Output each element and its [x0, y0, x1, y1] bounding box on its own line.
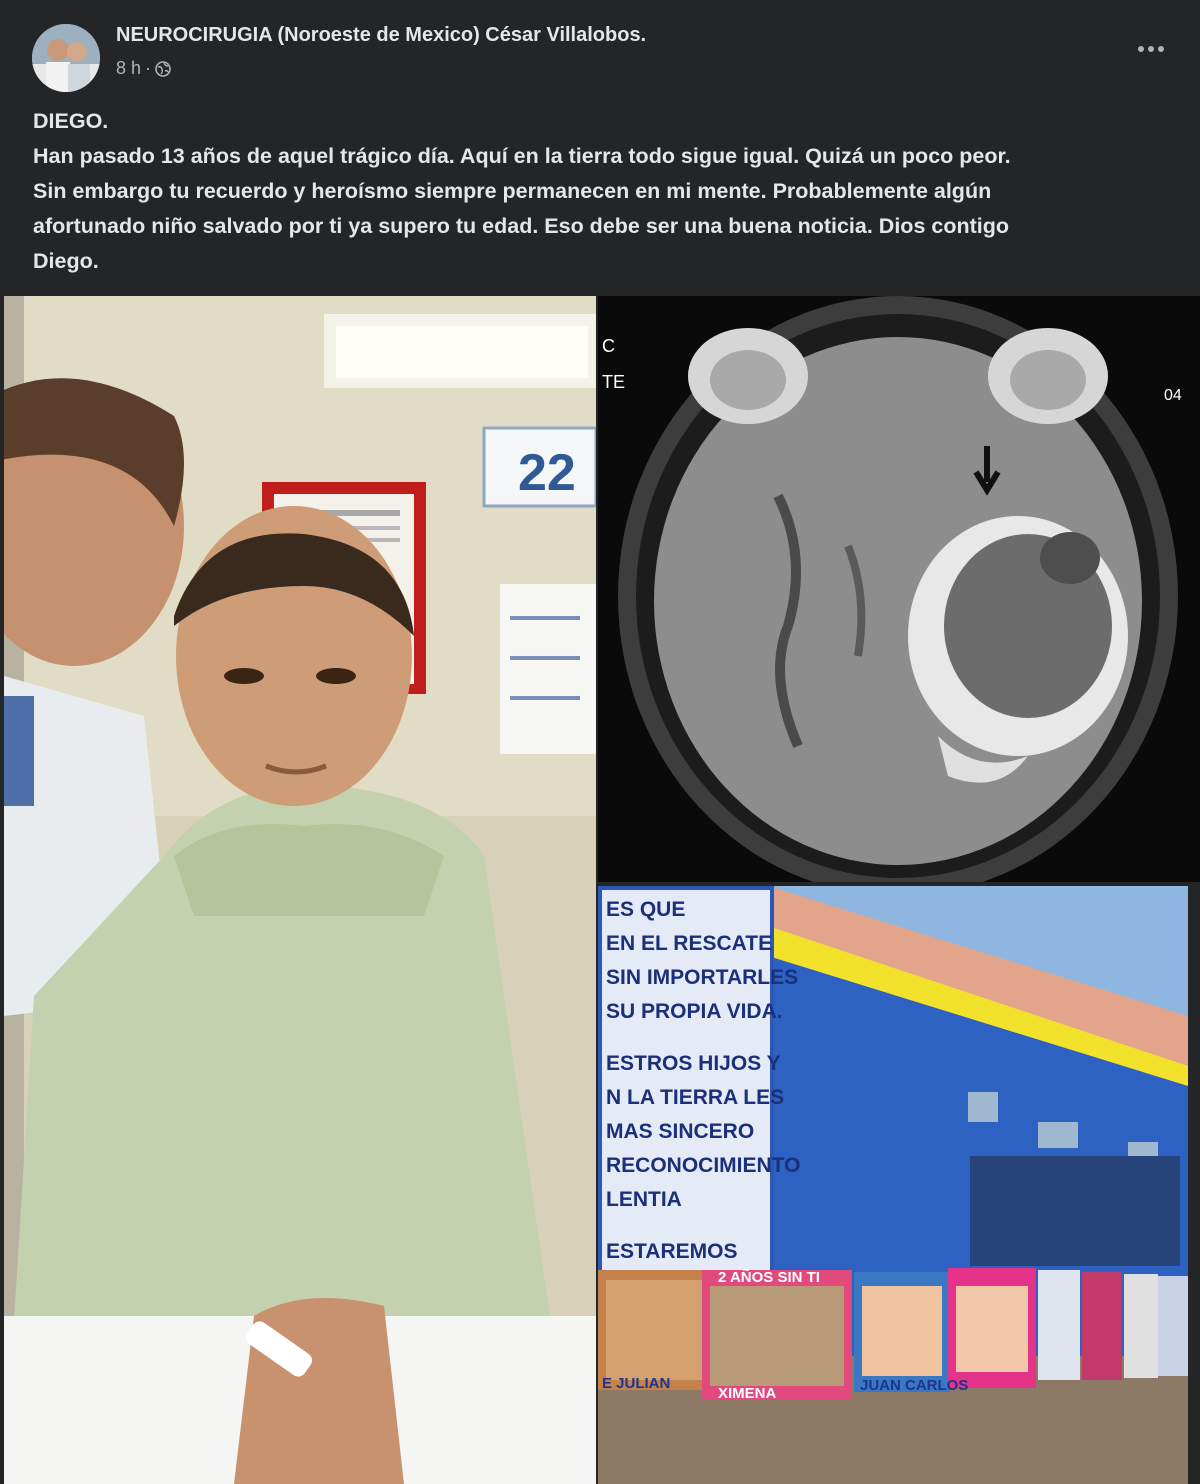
photo-hospital[interactable] — [4, 296, 596, 1484]
banner-text: ES QUE — [606, 898, 686, 921]
poster-label: E JULIAN — [602, 1375, 671, 1392]
banner-text: SIN IMPORTARLES — [606, 966, 799, 989]
post-text — [33, 104, 1163, 279]
poster-label: XIMENA — [718, 1385, 777, 1402]
banner-text: MAS SINCERO — [606, 1120, 755, 1143]
photo-mri[interactable] — [598, 296, 1200, 882]
post-header — [0, 0, 1200, 100]
banner-text: N LA TIERRA LES — [606, 1086, 785, 1109]
banner-text: SU PROPIA VIDA. — [606, 1000, 783, 1023]
banner-text: ESTROS HIJOS Y — [606, 1052, 781, 1075]
poster-label: 2 AÑOS SIN TI — [718, 1269, 820, 1286]
banner-text: ESTAREMOS — [606, 1240, 738, 1263]
poster-label: JUAN CARLOS — [860, 1377, 969, 1394]
photo-grid — [0, 296, 1200, 1484]
photo-memorial[interactable] — [598, 886, 1188, 1484]
author-avatar[interactable] — [32, 24, 100, 92]
post-meta — [116, 58, 171, 79]
room-number: 22 — [518, 444, 576, 502]
author-name[interactable]: NEUROCIRUGIA (Noroeste de Mexico) César Villalobos. — [116, 24, 647, 46]
banner-text: RECONOCIMIENTO — [606, 1154, 801, 1177]
mri-label: 04 — [1164, 387, 1182, 404]
post-text-line: Diego. — [33, 249, 99, 273]
post-text-line: Sin embargo tu recuerdo y heroísmo siempre permanecen en mi mente. Probablemente algún — [33, 179, 992, 203]
post-text-line: Han pasado 13 años de aquel trágico día. Aquí en la tierra todo sigue igual. Quizá un poco peor. — [33, 144, 1011, 168]
post-text-line: afortunado niño salvado por ti ya supero tu edad. Eso debe ser una buena noticia. Dios contigo — [33, 214, 1009, 238]
post-timestamp[interactable]: 8 h — [116, 58, 142, 78]
banner-text: LENTIA — [606, 1188, 682, 1211]
more-options-icon[interactable] — [1136, 34, 1166, 64]
globe-icon[interactable] — [155, 61, 171, 77]
banner-text: EN EL RESCATE — [606, 932, 773, 955]
mri-label: C — [602, 336, 615, 356]
meta-separator: · — [145, 58, 152, 78]
post-text-line: DIEGO. — [33, 109, 109, 133]
mri-label: TE — [602, 372, 626, 392]
